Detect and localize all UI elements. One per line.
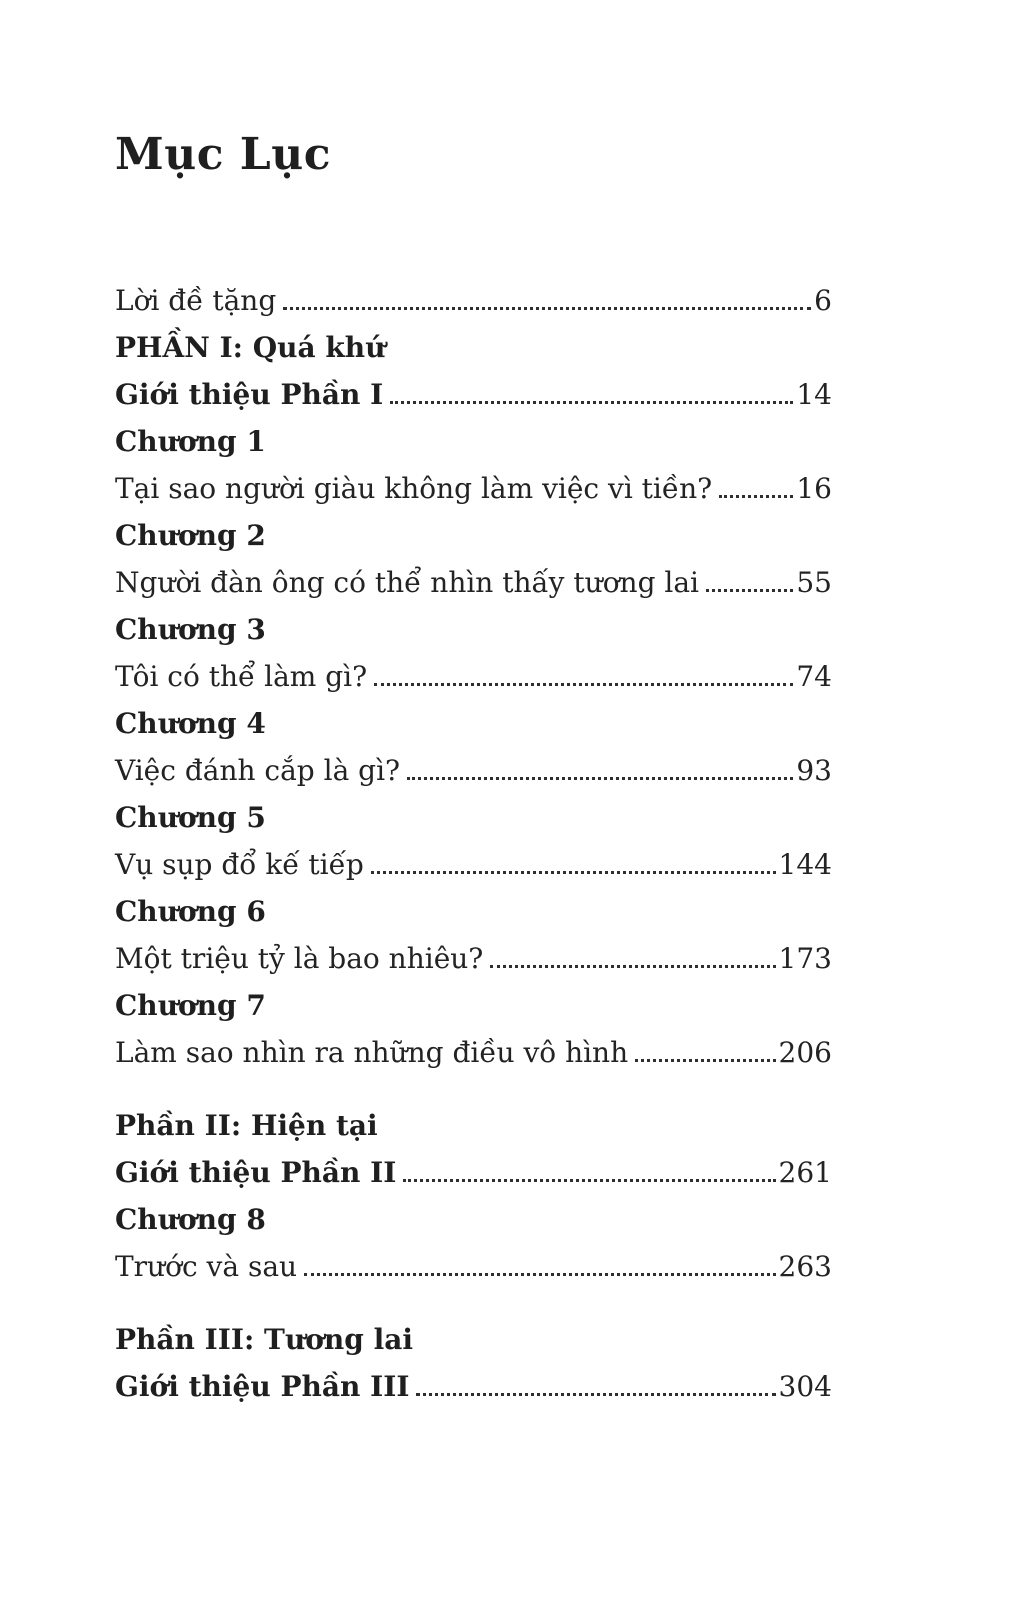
dot-leader <box>416 1393 775 1396</box>
dot-leader <box>706 589 793 592</box>
toc-part-2-heading <box>115 1096 832 1143</box>
dot-leader <box>407 777 793 780</box>
toc-entry-label: Tại sao người giàu không làm việc vì tiền? <box>115 472 713 505</box>
dot-leader <box>719 495 793 498</box>
toc-entry-label: Chương 4 <box>115 707 266 740</box>
toc-entry-label: Giới thiệu Phần III <box>115 1370 410 1403</box>
toc-entry-label: Người đàn ông có thể nhìn thấy tương lai <box>115 566 700 599</box>
toc-entry-label: Chương 8 <box>115 1203 266 1236</box>
toc-chapter-1-title <box>115 459 832 506</box>
toc-chapter-7-title <box>115 1023 832 1070</box>
dot-leader <box>304 1273 776 1276</box>
toc-entry-label: Chương 6 <box>115 895 266 928</box>
toc-entry-label: Phần III: Tương lai <box>115 1323 414 1356</box>
toc-chapter-3-heading <box>115 600 832 647</box>
toc-chapter-2-title <box>115 553 832 600</box>
toc-entry-label: Việc đánh cắp là gì? <box>115 754 401 787</box>
toc-entry-label: PHẦN I: Quá khứ <box>115 331 386 364</box>
page-number: 93 <box>796 754 832 787</box>
dot-leader <box>374 683 793 686</box>
page-number: 74 <box>796 660 832 693</box>
toc-entry-label: Chương 1 <box>115 425 266 458</box>
toc-intro-part-2 <box>115 1143 832 1190</box>
dot-leader <box>490 965 775 968</box>
page-number: 16 <box>796 472 832 505</box>
dot-leader <box>371 871 776 874</box>
page-number: 55 <box>796 566 832 599</box>
toc-chapter-5-title <box>115 835 832 882</box>
toc-chapter-7-heading <box>115 976 832 1023</box>
toc-chapter-1-heading <box>115 412 832 459</box>
toc-intro-part-3 <box>115 1357 832 1404</box>
page-number: 144 <box>778 848 832 881</box>
toc-chapter-8-heading <box>115 1190 832 1237</box>
toc-entry-label: Vụ sụp đổ kế tiếp <box>115 848 364 881</box>
toc-list <box>115 271 832 1404</box>
toc-entry-label: Chương 7 <box>115 989 266 1022</box>
dot-leader <box>390 401 793 404</box>
toc-entry-label: Chương 5 <box>115 801 266 834</box>
page-number: 263 <box>778 1250 832 1283</box>
toc-entry-label: Lời đề tặng <box>115 284 277 317</box>
toc-entry-dedication <box>115 271 832 318</box>
toc-entry-label: Trước và sau <box>115 1250 298 1283</box>
toc-content <box>115 0 832 1404</box>
page-number: 14 <box>796 378 832 411</box>
toc-part-1-heading <box>115 318 832 365</box>
toc-entry-label: Chương 3 <box>115 613 266 646</box>
toc-chapter-4-title <box>115 741 832 788</box>
toc-chapter-5-heading <box>115 788 832 835</box>
dot-leader <box>403 1179 775 1182</box>
toc-entry-label: Phần II: Hiện tại <box>115 1109 378 1142</box>
toc-entry-label: Tôi có thể làm gì? <box>115 660 368 693</box>
toc-chapter-3-title <box>115 647 832 694</box>
toc-chapter-8-title <box>115 1237 832 1284</box>
toc-chapter-2-heading <box>115 506 832 553</box>
toc-part-3-heading <box>115 1310 832 1357</box>
toc-entry-label: Một triệu tỷ là bao nhiêu? <box>115 942 484 975</box>
toc-intro-part-1 <box>115 365 832 412</box>
page-number: 173 <box>778 942 832 975</box>
toc-chapter-4-heading <box>115 694 832 741</box>
toc-entry-label: Làm sao nhìn ra những điều vô hình <box>115 1036 629 1069</box>
page-number: 6 <box>814 284 832 317</box>
page-number: 304 <box>778 1370 832 1403</box>
dot-leader <box>283 307 811 310</box>
toc-chapter-6-title <box>115 929 832 976</box>
toc-entry-label: Giới thiệu Phần I <box>115 378 384 411</box>
page-title: Mục Lục <box>115 129 332 180</box>
toc-entry-label: Chương 2 <box>115 519 266 552</box>
toc-chapter-6-heading <box>115 882 832 929</box>
page-number: 261 <box>778 1156 832 1189</box>
page-number: 206 <box>778 1036 832 1069</box>
toc-entry-label: Giới thiệu Phần II <box>115 1156 397 1189</box>
dot-leader <box>635 1059 775 1062</box>
